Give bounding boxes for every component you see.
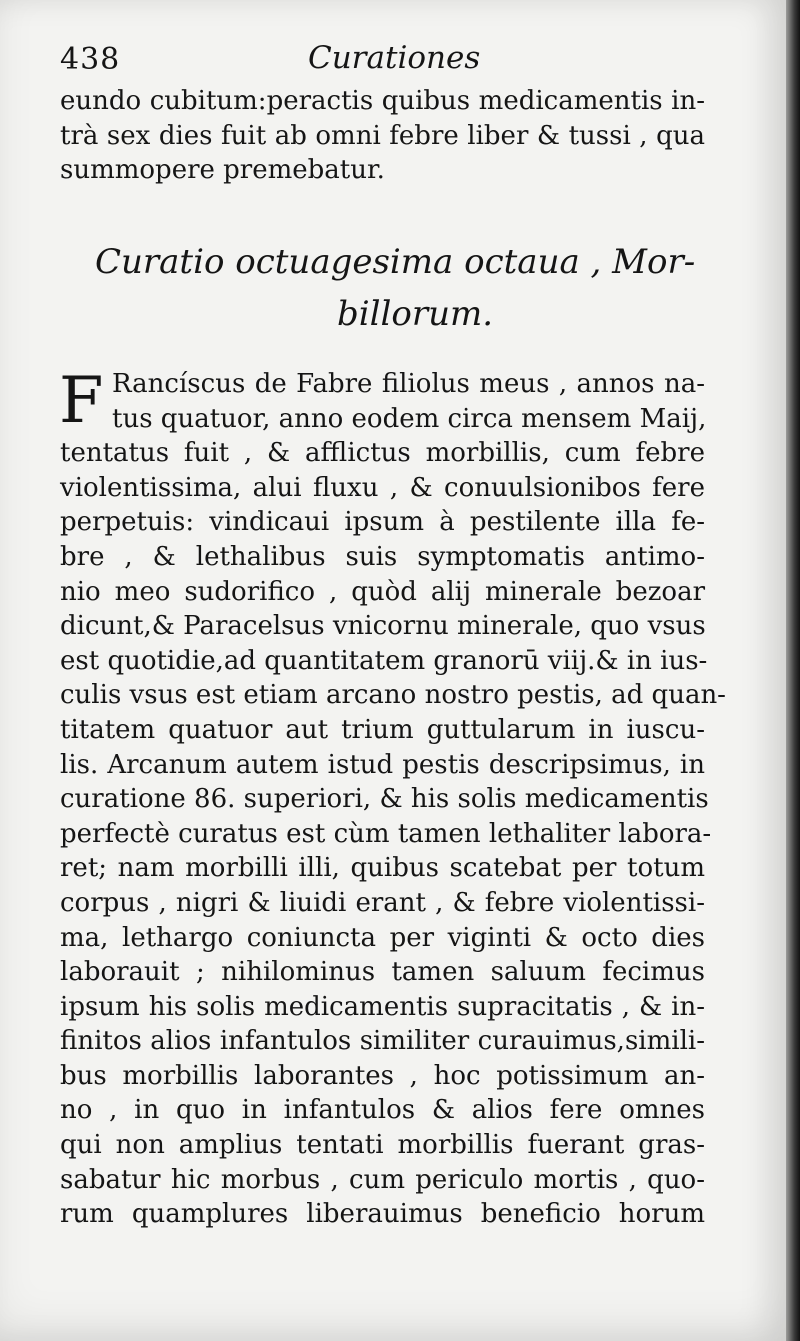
text-line: ma, lethargo coniuncta per viginti & octo dies [60,922,705,953]
page-number: 438 [60,42,121,77]
text-line: tentatus fuit , & afflictus morbillis, cum febre [60,438,705,469]
text-line: corpus , nigri & liuidi erant , & febre violentissi- [60,887,705,918]
text-line: bre , & lethalibus suis symptomatis antimo- [60,541,705,572]
text-line: violentissima, alui fluxu , & conuulsionibos fere [60,472,705,503]
text-line: nio meo sudorifico , quòd alij minerale bezoar [60,576,705,607]
text-line: ret; nam morbilli illi, quibus scatebat per totum [60,853,705,884]
text-line: no , in quo in infantulos & alios fere omnes [60,1095,705,1126]
drop-cap: F [59,364,104,438]
text-line: culis vsus est etiam arcano nostro pestis, ad quan- [60,680,726,711]
intro-paragraph [60,84,705,188]
text-line: laborauit ; nihilominus tamen saluum fecimus [60,957,705,988]
text-line: trà sex dies fuit ab omni febre liber & tussi , qua [60,120,705,151]
text-line: summopere premebatur. [60,155,385,186]
text-line: dicunt,& Paracelsus vnicornu minerale, quo vsus [60,611,706,642]
running-head-title: Curationes [308,40,481,76]
text-line: titatem quatuor aut trium guttularum in iuscu- [60,714,705,745]
section-heading [95,236,695,340]
text-line: perpetuis: vindicaui ipsum à pestilente illa fe- [60,507,705,538]
text-line: sabatur hic morbus , cum periculo mortis , quo- [60,1164,705,1195]
text-line: lis. Arcanum autem istud pestis descripsimus, in [60,749,705,780]
text-line: perfectè curatus est cùm tamen lethaliter labora- [60,818,712,849]
heading-line: Curatio octuagesima octaua , Mor- [95,242,696,282]
text-line: est quotidie,ad quantitatem granorū viij.& in ius- [60,645,708,676]
text-line: tus quatuor, anno eodem circa mensem Maij, [112,403,707,434]
text-line: curatione 86. superiori, & his solis medicamentis [60,784,709,815]
text-line: rum quamplures liberauimus beneficio horum [60,1199,705,1230]
text-line: qui non amplius tentati morbillis fuerant gras- [60,1130,705,1161]
text-line: bus morbillis laborantes , hoc potissimum an- [60,1060,705,1091]
text-line: eundo cubitum:peractis quibus medicamentis in- [60,86,705,116]
heading-line: billorum. [336,294,494,334]
text-line: finitos alios infantulos similiter curauimus,simili- [60,1026,705,1057]
body-paragraph [59,364,726,1232]
text-line: Rancíscus de Fabre filiolus meus , annos na- [112,369,705,399]
page-edge-shadow [786,0,800,1341]
text-line: ipsum his solis medicamentis supracitatis , & in- [60,991,705,1022]
